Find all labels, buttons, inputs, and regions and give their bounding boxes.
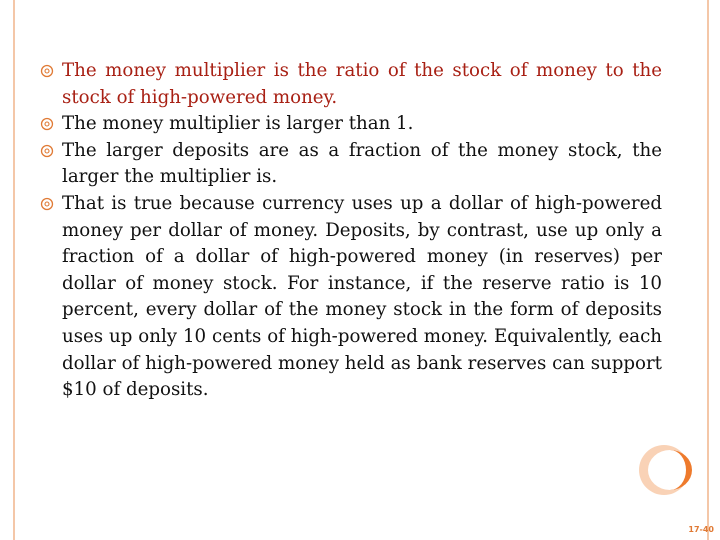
bullet-text-2: The money multiplier is larger than 1. <box>62 113 414 135</box>
left-border-line <box>13 0 15 540</box>
flower-bullet-icon <box>40 117 54 131</box>
decorative-circle-inner <box>648 450 692 490</box>
flower-bullet-icon <box>40 197 54 211</box>
bullet-item-1 <box>40 58 662 111</box>
right-border-line <box>707 0 709 540</box>
bullet-item-2 <box>40 111 662 138</box>
slide-number: 17-40 <box>688 525 714 534</box>
flower-bullet-icon <box>40 64 54 78</box>
bullet-item-3 <box>40 138 662 191</box>
bullet-text-3: The larger deposits are as a fraction of the money stock, the larger the multiplier is. <box>62 139 662 188</box>
slide-body <box>40 58 662 404</box>
bullet-text-1: The money multiplier is the ratio of the stock of money to the stock of high-powered money. <box>62 60 662 108</box>
bullet-text-4: That is true because currency uses up a dollar of high-powered money per dollar of money. Deposits, by contrast, use up only a fraction of a dollar of high-powered money (in reserves) per dollar of money stock. For instance, if the reserve ratio is 10 percent, every dollar of the money stock in the form of deposits uses up only 10 cents of high-powered money. Equivalently, each dollar of high-powered money held as bank reserves can support $10 of deposits. <box>62 192 662 401</box>
flower-bullet-icon <box>40 144 54 158</box>
bullet-item-4 <box>40 191 662 404</box>
